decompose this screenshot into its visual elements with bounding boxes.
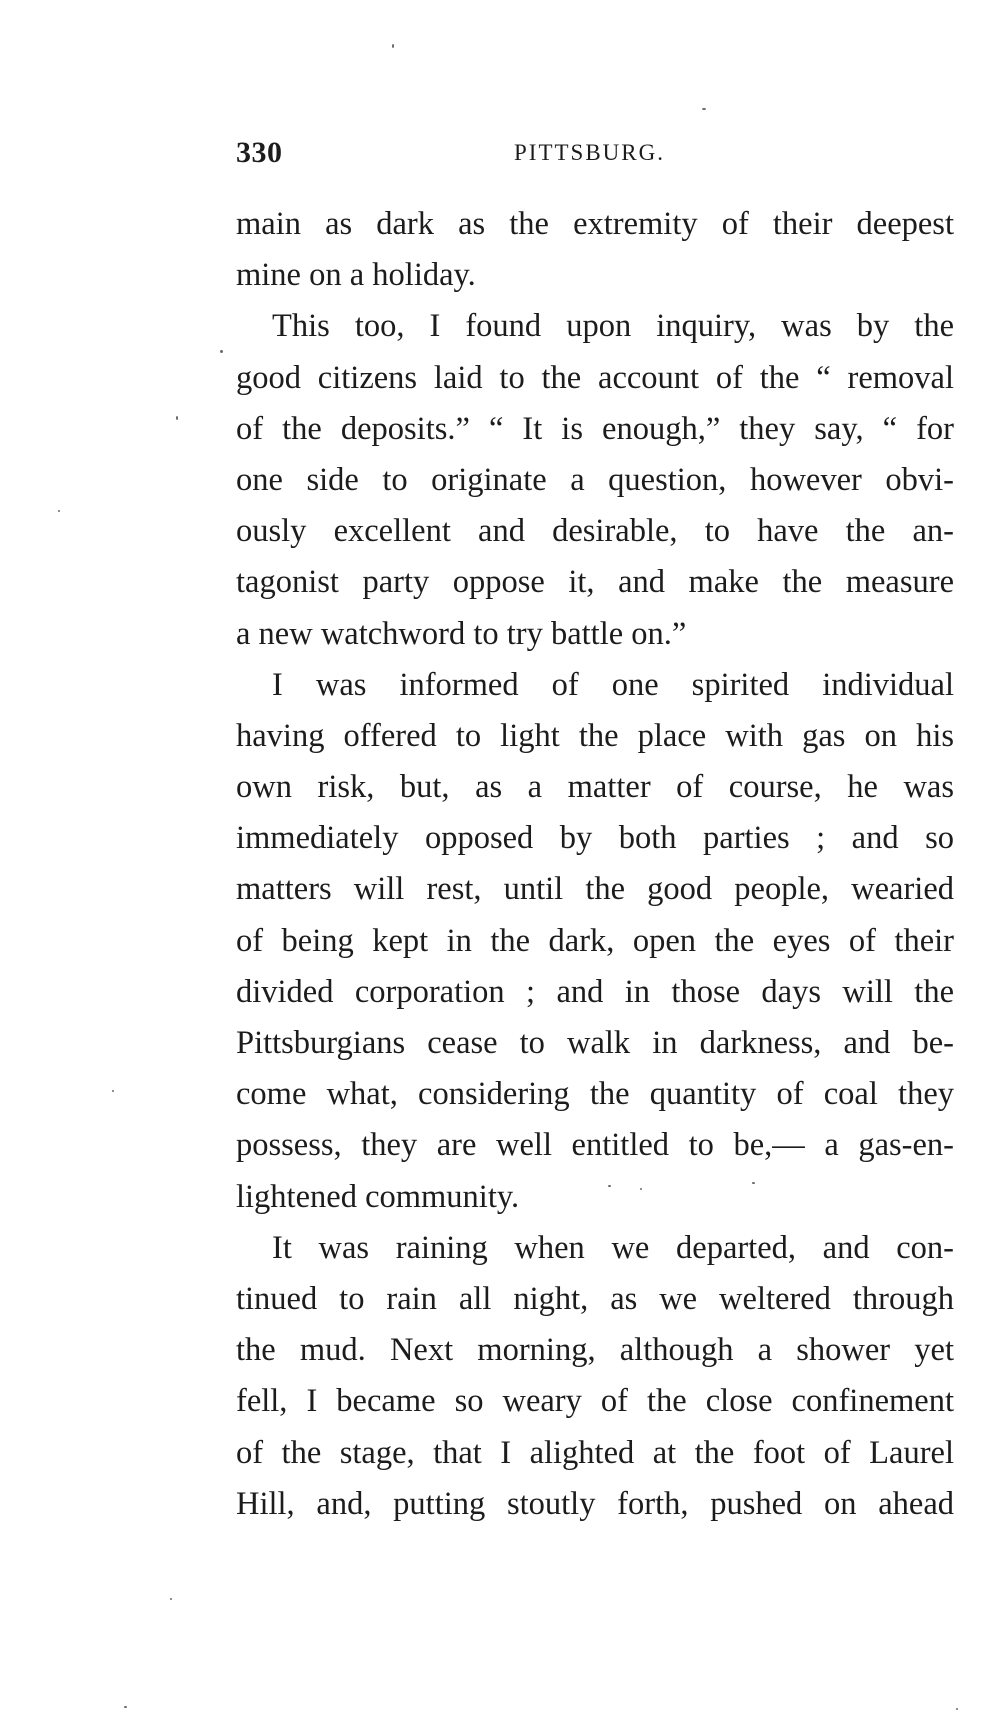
text-line: tagonist party oppose it, and make the measure <box>236 564 954 601</box>
text-line: ously excellent and desirable, to have the an- <box>236 513 954 550</box>
text-line: good citizens laid to the account of the “ removal <box>236 359 954 396</box>
running-head <box>236 136 956 176</box>
scan-speck <box>702 108 706 110</box>
scan-speck <box>608 1185 611 1187</box>
scan-speck <box>220 350 223 353</box>
scan-speck <box>956 1708 958 1710</box>
text-line: It was raining when we departed, and con- <box>272 1229 954 1266</box>
scan-speck <box>752 1182 755 1184</box>
text-line: Pittsburgians cease to walk in darkness, and be- <box>236 1025 954 1061</box>
text-line: fell, I became so weary of the close confinement <box>236 1383 954 1420</box>
text-line: the mud. Next morning, although a shower yet <box>236 1332 954 1369</box>
text-line: of being kept in the dark, open the eyes of their <box>236 922 954 959</box>
text-line: one side to originate a question, however obvi- <box>236 461 954 498</box>
body-text <box>236 199 954 1530</box>
text-line: a new watchword to try battle on.” <box>236 615 687 652</box>
text-line: This too, I found upon inquiry, was by the <box>272 308 954 345</box>
scan-speck <box>124 1706 127 1708</box>
scan-speck <box>392 44 394 48</box>
scan-speck <box>170 1598 172 1600</box>
page-number: 330 <box>236 136 283 169</box>
text-line: of the stage, that I alighted at the foot of Laurel <box>236 1434 954 1471</box>
text-line: having offered to light the place with gas on his <box>236 717 954 754</box>
scan-speck <box>176 416 178 420</box>
text-line: matters will rest, until the good people, wearied <box>236 871 954 908</box>
text-line: possess, they are well entitled to be,— a gas-en- <box>236 1127 954 1164</box>
text-line: own risk, but, as a matter of course, he was <box>236 769 954 806</box>
text-line: come what, considering the quantity of coal they <box>236 1076 954 1113</box>
scan-speck <box>640 1188 642 1190</box>
text-line: lightened community. <box>236 1178 520 1215</box>
text-line: divided corporation ; and in those days will the <box>236 973 954 1010</box>
text-line: of the deposits.” “ It is enough,” they say, “ for <box>236 410 954 447</box>
text-line: immediately opposed by both parties ; and so <box>236 820 954 857</box>
text-line: I was informed of one spirited individual <box>272 666 954 703</box>
text-line: main as dark as the extremity of their deepest <box>236 206 954 242</box>
scan-speck <box>58 510 60 512</box>
text-line: tinued to rain all night, as we weltered through <box>236 1280 954 1317</box>
text-line: mine on a holiday. <box>236 257 476 294</box>
text-line: Hill, and, putting stoutly forth, pushed on ahead <box>236 1485 954 1522</box>
running-title: PITTSBURG. <box>514 140 665 165</box>
scan-speck <box>112 1090 114 1092</box>
